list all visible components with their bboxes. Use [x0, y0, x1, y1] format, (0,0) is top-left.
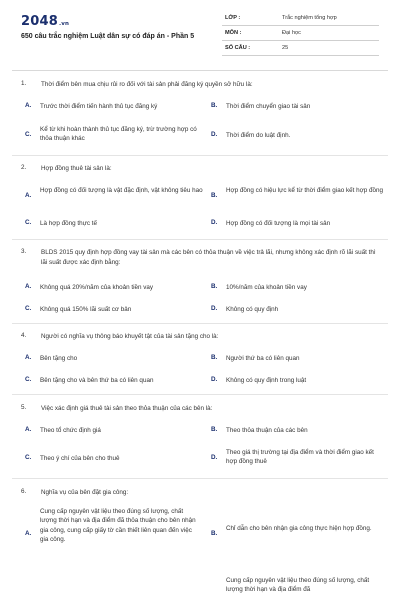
question-divider [12, 323, 388, 324]
option-letter: C. [25, 219, 32, 226]
meta-value: Đại học [282, 30, 301, 36]
meta-value: Trắc nghiệm tổng hợp [282, 15, 337, 21]
meta-row-socau [222, 41, 379, 56]
option-letter: A. [25, 192, 32, 199]
meta-table [222, 11, 379, 56]
option-text: Theo tổ chức định giá [40, 427, 101, 434]
question-divider [12, 478, 388, 479]
option-text: Theo giá thị trường tại địa điểm và thời điểm giao kết hợp đồng thuê [226, 449, 374, 466]
question-text: Việc xác định giá thuê tài sản theo thỏa thuận của các bên là: [41, 405, 213, 412]
option-letter: D. [211, 376, 218, 383]
question-text: Thời điểm bên mua chịu rủi ro đối với tài sản phải đăng ký quyền sở hữu là: [41, 81, 253, 88]
question-divider [12, 239, 388, 240]
option-letter: C. [25, 131, 32, 138]
header-divider [12, 70, 388, 71]
option-letter: C. [25, 305, 32, 312]
question-text: BLDS 2015 quy định hợp đồng vay tài sản mà các bên có thỏa thuận về việc trả lãi, nhưng không xác định rõ lãi suất thì lãi suất được xác định bằng: [41, 249, 376, 266]
option-letter: B. [211, 192, 218, 199]
question-number: 3. [21, 248, 27, 255]
meta-value: 25 [282, 45, 289, 51]
option-text: Theo ý chí của bên cho thuê [40, 455, 120, 462]
question-number: 1. [21, 80, 27, 87]
option-text: Không quá 20%/năm của khoản tiền vay [40, 284, 154, 291]
option-letter: D. [211, 131, 218, 138]
question-number: 5. [21, 404, 27, 411]
option-text: Thời điểm do luật định. [226, 132, 291, 139]
logo-suffix: .vn [58, 21, 70, 27]
question-divider [12, 155, 388, 156]
option-text: Kể từ khi hoàn thành thủ tục đăng ký, trừ trường hợp có thỏa thuận khác [40, 126, 197, 143]
option-letter: D. [211, 454, 218, 461]
meta-row-lop [222, 11, 379, 26]
question-text: Người có nghĩa vụ thông báo khuyết tật của tài sản tặng cho là: [41, 333, 219, 340]
option-letter: C. [25, 376, 32, 383]
option-letter: A. [25, 530, 32, 537]
option-text: Chỉ dẫn cho bên nhận gia công thực hiện hợp đồng. [226, 525, 372, 532]
meta-row-mon [222, 26, 379, 41]
option-letter: A. [25, 354, 32, 361]
option-text: Là hợp đồng thực tế [40, 220, 98, 227]
logo-main: 2048 [21, 14, 58, 29]
option-text: Bên tặng cho và bên thứ ba có liên quan [40, 377, 154, 384]
document-title: 650 câu trắc nghiệm Luật dân sự có đáp án - Phần 5 [21, 33, 195, 40]
meta-label: LỚP : [225, 15, 241, 21]
question-divider [12, 394, 388, 395]
option-letter: B. [211, 354, 218, 361]
site-logo[interactable] [21, 13, 69, 31]
option-text: 10%/năm của khoản tiền vay [226, 284, 307, 291]
option-letter: B. [211, 530, 218, 537]
option-text: Không có quy định [226, 306, 279, 313]
option-text: Cung cấp nguyên vật liệu theo đúng số lượng, chất lượng thời hạn và địa điểm đã [226, 577, 370, 594]
meta-label: SỐ CÂU : [225, 45, 251, 51]
option-text: Cung cấp nguyên vật liệu theo đúng số lượng, chất lượng thời hạn và địa điểm đã thỏa thuận cho bên nhận gia công, cung cấp giấy tờ cần thiết liên quan đến việc gia công. [40, 508, 196, 544]
option-letter: D. [211, 219, 218, 226]
option-text: Người thứ ba có liên quan [226, 355, 300, 362]
option-text: Không quá 150% lãi suất cơ bản [40, 306, 132, 313]
question-number: 2. [21, 164, 27, 171]
option-letter: B. [211, 426, 218, 433]
question-text: Nghĩa vụ của bên đặt gia công: [41, 489, 129, 496]
option-text: Theo thỏa thuận của các bên [226, 427, 308, 434]
option-text: Hợp đồng có đối tượng là vật đặc định, vật không tiêu hao [40, 187, 203, 194]
option-letter: A. [25, 426, 32, 433]
document-header [0, 0, 400, 72]
option-letter: A. [25, 283, 32, 290]
question-number: 6. [21, 488, 27, 495]
question-text: Hợp đồng thuê tài sản là: [41, 165, 112, 172]
question-number: 4. [21, 332, 27, 339]
meta-label: MÔN : [225, 30, 242, 36]
option-text: Hợp đồng có hiệu lực kể từ thời điểm giao kết hợp đồng [226, 187, 383, 194]
option-text: Trước thời điểm tiến hành thủ tục đăng ký [40, 103, 158, 110]
option-letter: B. [211, 102, 218, 109]
option-letter: B. [211, 283, 218, 290]
option-letter: D. [211, 305, 218, 312]
option-text: Bên tặng cho [40, 355, 78, 362]
option-letter: A. [25, 102, 32, 109]
option-text: Hợp đồng có đối tượng là mọi tài sản [226, 220, 331, 227]
option-text: Thời điểm chuyển giao tài sản [226, 103, 311, 110]
option-text: Không có quy định trong luật [226, 377, 307, 384]
option-letter: C. [25, 454, 32, 461]
